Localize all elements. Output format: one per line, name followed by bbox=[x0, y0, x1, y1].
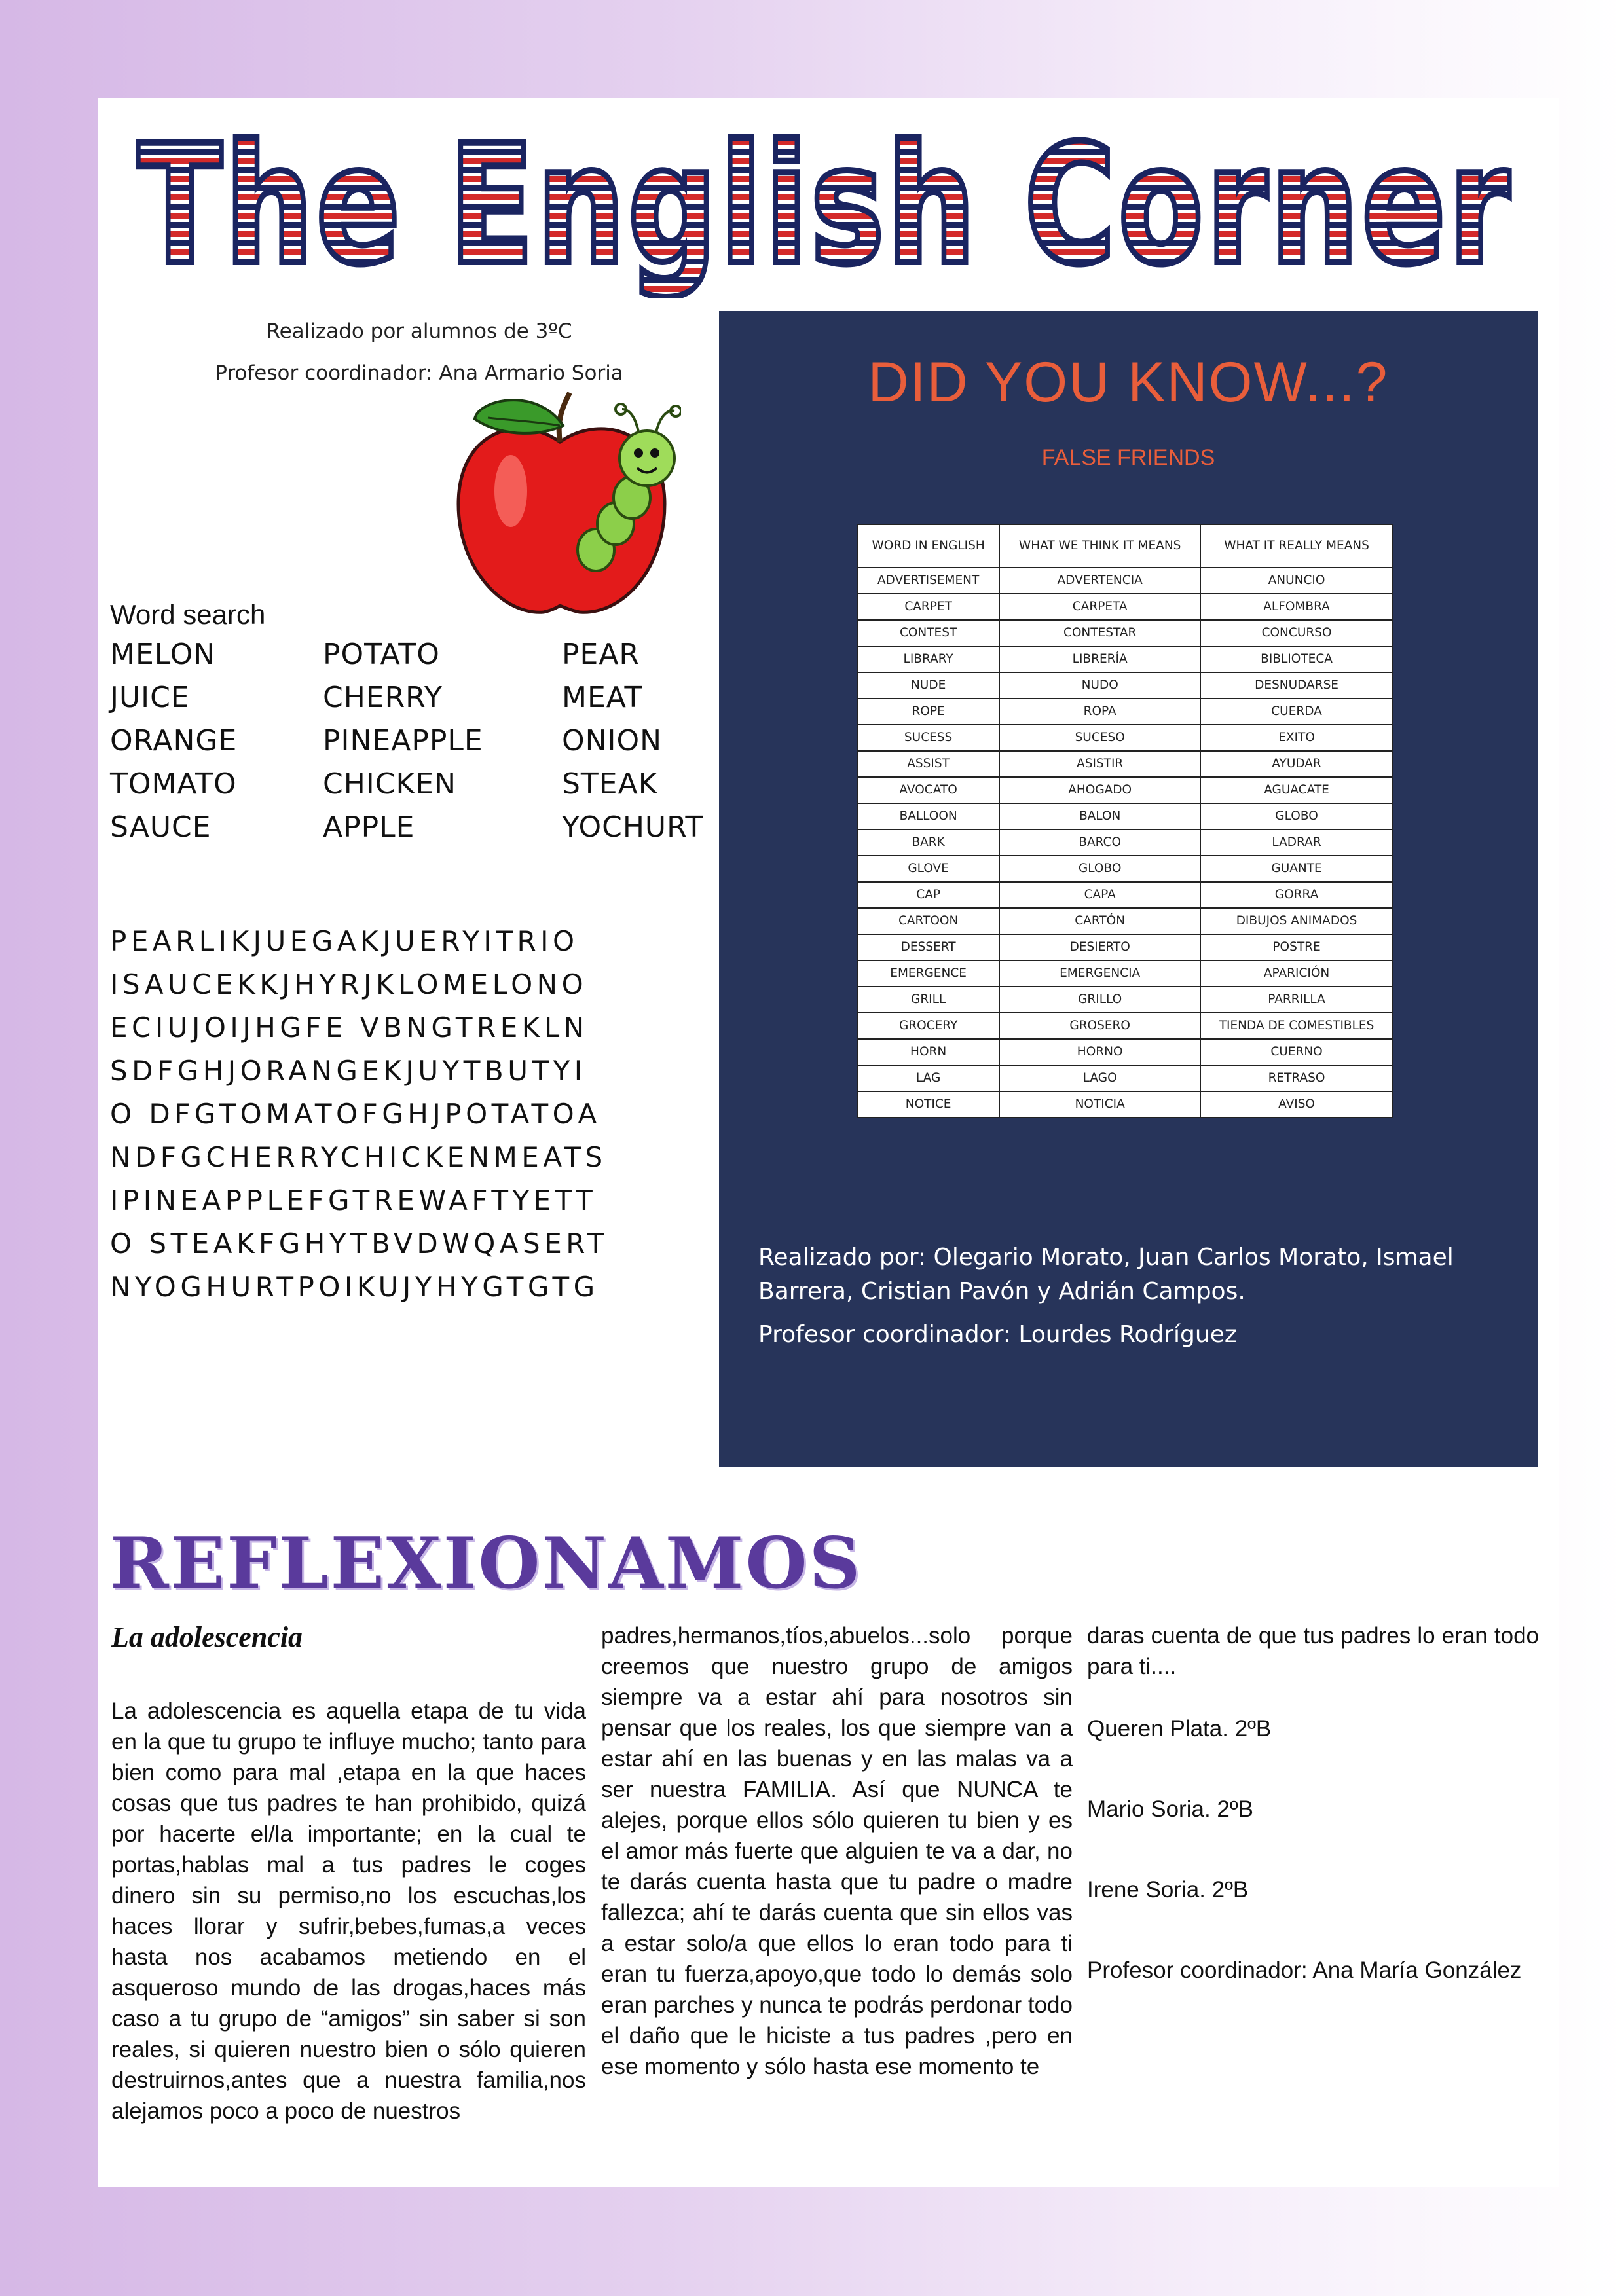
table-cell: LAG bbox=[857, 1065, 999, 1091]
table-row bbox=[857, 1039, 1393, 1065]
grid-row: PEARLIKJUEGAKJUERYITRIO bbox=[110, 925, 579, 957]
table-cell: CAP bbox=[857, 882, 999, 908]
table-cell: HORNO bbox=[999, 1039, 1200, 1065]
word-list-item: PEAR bbox=[562, 638, 640, 671]
table-cell: DIBUJOS ANIMADOS bbox=[1200, 908, 1393, 934]
table-cell: SUCESS bbox=[857, 725, 999, 751]
table-cell: BALLOON bbox=[857, 803, 999, 829]
table-cell: LAGO bbox=[999, 1065, 1200, 1091]
false-friends-subheading: FALSE FRIENDS bbox=[1041, 445, 1215, 470]
panel-credit-authors: Realizado por: Olegario Morato, Juan Carlos Morato, Ismael Barrera, Cristian Pavón y Adrián Campos. bbox=[758, 1244, 1454, 1305]
table-cell: NOTICE bbox=[857, 1091, 999, 1118]
table-row bbox=[857, 987, 1393, 1013]
word-list-item: POTATO bbox=[323, 638, 440, 671]
grid-row: IPINEAPPLEFGTREWAFTYETT bbox=[110, 1184, 597, 1216]
article-closing-text: daras cuenta de que tus padres lo eran todo para ti.... bbox=[1087, 1623, 1539, 1679]
table-cell: CONCURSO bbox=[1200, 620, 1393, 646]
table-cell: NOTICIA bbox=[999, 1091, 1200, 1118]
column-header: WORD IN ENGLISH bbox=[857, 524, 999, 568]
did-you-know-panel bbox=[719, 311, 1538, 1467]
article-column-1: La adolescencia es aquella etapa de tu vida en la que tu grupo te influye mucho; tanto para bien como para mal ,etapa en la que haces cosas que tus padres te han prohibido, quizá por hacerte el/la importante; en la cual te portas,hablas mal a tus padres le coges dinero sin su permiso,no los escuchas,los haces llorar y sufrir,bebes,fumas,a veces hasta nos acabamos metiendo en el asqueroso mundo de las drogas,haces más caso a tu grupo de “amigos” sin saber si son reales, si quieren nuestro bien o sólo quieren destruirnos,antes que a nuestra familia,nos alejamos poco a poco de nuestros bbox=[111, 1698, 586, 2124]
table-row bbox=[857, 751, 1393, 777]
table-row bbox=[857, 568, 1393, 594]
word-list-item: ORANGE bbox=[110, 724, 238, 757]
table-cell: ROPE bbox=[857, 699, 999, 725]
article-column-3 bbox=[1087, 1620, 1539, 1986]
table-cell: HORN bbox=[857, 1039, 999, 1065]
grid-row: SDFGHJORANGEKJUYTBUTYI bbox=[110, 1055, 587, 1087]
word-list-item: MEAT bbox=[562, 681, 643, 714]
table-cell: GRILLO bbox=[999, 987, 1200, 1013]
table-cell: RETRASO bbox=[1200, 1065, 1393, 1091]
table-row bbox=[857, 908, 1393, 934]
table-cell: CARTÓN bbox=[999, 908, 1200, 934]
table-cell: SUCESO bbox=[999, 725, 1200, 751]
table-cell: AVOCATO bbox=[857, 777, 999, 803]
table-cell: CARPET bbox=[857, 594, 999, 620]
table-cell: BARK bbox=[857, 829, 999, 856]
word-list-item: PINEAPPLE bbox=[323, 724, 483, 757]
table-cell: CONTESTAR bbox=[999, 620, 1200, 646]
table-cell: GUANTE bbox=[1200, 856, 1393, 882]
table-row bbox=[857, 672, 1393, 699]
table-cell: DESSERT bbox=[857, 934, 999, 960]
author-name: Queren Plata. 2ºB bbox=[1087, 1716, 1272, 1741]
table-cell: CAPA bbox=[999, 882, 1200, 908]
table-cell: NUDE bbox=[857, 672, 999, 699]
table-cell: GORRA bbox=[1200, 882, 1393, 908]
panel-credit-coordinator: Profesor coordinador: Lourdes Rodríguez bbox=[758, 1321, 1237, 1348]
table-row bbox=[857, 856, 1393, 882]
table-cell: CUERNO bbox=[1200, 1039, 1393, 1065]
table-cell: CARPETA bbox=[999, 594, 1200, 620]
table-cell: AGUACATE bbox=[1200, 777, 1393, 803]
table-row bbox=[857, 934, 1393, 960]
table-row bbox=[857, 699, 1393, 725]
grid-row: O DFGTOMATOFGHJPOTATOA bbox=[110, 1098, 601, 1130]
grid-row: O STEAKFGHYTBVDWQASERT bbox=[110, 1228, 609, 1260]
table-cell: CARTOON bbox=[857, 908, 999, 934]
table-cell: EMERGENCE bbox=[857, 960, 999, 987]
table-cell: BIBLIOTECA bbox=[1200, 646, 1393, 672]
table-cell: BALON bbox=[999, 803, 1200, 829]
table-cell: BARCO bbox=[999, 829, 1200, 856]
panel-credits bbox=[758, 1241, 1518, 1352]
table-cell: ASSIST bbox=[857, 751, 999, 777]
word-list-item: APPLE bbox=[323, 811, 415, 844]
author-name: Irene Soria. 2ºB bbox=[1087, 1877, 1249, 1903]
table-cell: ROPA bbox=[999, 699, 1200, 725]
table-cell: AVISO bbox=[1200, 1091, 1393, 1118]
column-header: WHAT WE THINK IT MEANS bbox=[999, 524, 1200, 568]
table-cell: EXITO bbox=[1200, 725, 1393, 751]
table-cell: APARICIÓN bbox=[1200, 960, 1393, 987]
table-cell: GRILL bbox=[857, 987, 999, 1013]
author-name: Mario Soria. 2ºB bbox=[1087, 1796, 1253, 1822]
table-cell: ASISTIR bbox=[999, 751, 1200, 777]
table-header-row bbox=[857, 524, 1393, 568]
word-list-item: MELON bbox=[110, 638, 216, 671]
grid-row: ISAUCEKKJHYRJKLOMELONO bbox=[110, 968, 588, 1000]
table-row bbox=[857, 882, 1393, 908]
word-list-item: TOMATO bbox=[110, 767, 237, 801]
table-row bbox=[857, 960, 1393, 987]
table-cell: GROSERO bbox=[999, 1013, 1200, 1039]
table-cell: AHOGADO bbox=[999, 777, 1200, 803]
false-friends-table bbox=[857, 524, 1393, 1118]
word-search-grid bbox=[110, 920, 699, 1309]
word-search-title: Word search bbox=[110, 599, 266, 630]
grid-row: NDFGCHERRYCHICKENMEATS bbox=[110, 1141, 607, 1173]
word-list-item: ONION bbox=[562, 724, 663, 757]
table-row bbox=[857, 829, 1393, 856]
credit-class: Realizado por alumnos de 3ºC bbox=[266, 319, 572, 343]
masthead-title bbox=[124, 121, 1526, 298]
column-header: WHAT IT REALLY MEANS bbox=[1200, 524, 1393, 568]
apple-worm-illustration bbox=[439, 380, 681, 629]
table-cell: GLOBO bbox=[1200, 803, 1393, 829]
table-row bbox=[857, 620, 1393, 646]
section-title: REFLEXIONAMOS bbox=[110, 1522, 862, 1605]
table-cell: DESIERTO bbox=[999, 934, 1200, 960]
table-cell: TIENDA DE COMESTIBLES bbox=[1200, 1013, 1393, 1039]
word-search-word-list bbox=[110, 638, 712, 844]
table-cell: ANUNCIO bbox=[1200, 568, 1393, 594]
table-row bbox=[857, 803, 1393, 829]
masthead-title-text: The English Corner bbox=[138, 121, 1513, 298]
word-list-item: SAUCE bbox=[110, 811, 212, 844]
table-cell: GROCERY bbox=[857, 1013, 999, 1039]
word-list-item: JUICE bbox=[110, 681, 190, 714]
word-list-item: STEAK bbox=[562, 767, 658, 801]
article-coordinator: Profesor coordinador: Ana María González bbox=[1087, 1958, 1522, 1983]
table-cell: AYUDAR bbox=[1200, 751, 1393, 777]
table-row bbox=[857, 1013, 1393, 1039]
table-cell: ALFOMBRA bbox=[1200, 594, 1393, 620]
table-cell: POSTRE bbox=[1200, 934, 1393, 960]
table-row bbox=[857, 594, 1393, 620]
table-cell: CONTEST bbox=[857, 620, 999, 646]
word-list-item: YOCHURT bbox=[562, 811, 704, 844]
table-cell: LIBRERÍA bbox=[999, 646, 1200, 672]
table-row bbox=[857, 646, 1393, 672]
table-cell: CUERDA bbox=[1200, 699, 1393, 725]
credit-coordinator: Profesor coordinador: Ana Armario Soria bbox=[215, 361, 623, 385]
table-row bbox=[857, 725, 1393, 751]
table-cell: PARRILLA bbox=[1200, 987, 1393, 1013]
article-column-2: padres,hermanos,tíos,abuelos...solo porque creemos que nuestro grupo de amigos siempre va a estar ahí para nosotros sin pensar que los reales, los que siempre van a estar ahí en las buenas y en las malas va a ser nuestra FAMILIA. Así que NUNCA te alejes, porque ellos sólo quieren tu bien y es el amor más fuerte que alguien te va a dar, no te darás cuenta hasta que tu padre o madre fallezca; ahí te darás cuenta que sin ellos vas a estar solo/a que ellos lo eran todo para ti eran tu fuerza,apoyo,que todo lo demás solo eran parches y nunca te podrás perdonar todo el daño que le hiciste a tus padres ,pero en ese momento y sólo hasta ese momento te bbox=[601, 1623, 1073, 2079]
did-you-know-heading: DID YOU KNOW...? bbox=[868, 351, 1389, 414]
table-cell: ADVERTENCIA bbox=[999, 568, 1200, 594]
grid-row: ECIUJOIJHGFE VBNGTREKLN bbox=[110, 1011, 589, 1044]
table-cell: GLOBO bbox=[999, 856, 1200, 882]
table-cell: ADVERTISEMENT bbox=[857, 568, 999, 594]
word-list-item: CHICKEN bbox=[323, 767, 457, 801]
table-cell: LIBRARY bbox=[857, 646, 999, 672]
table-cell: GLOVE bbox=[857, 856, 999, 882]
word-list-item: CHERRY bbox=[323, 681, 443, 714]
table-row bbox=[857, 1091, 1393, 1118]
article-subtitle: La adolescencia bbox=[111, 1621, 303, 1653]
grid-row: NYOGHURTPOIKUJYHYGTGTG bbox=[110, 1271, 599, 1303]
table-row bbox=[857, 1065, 1393, 1091]
table-cell: NUDO bbox=[999, 672, 1200, 699]
table-cell: EMERGENCIA bbox=[999, 960, 1200, 987]
table-cell: LADRAR bbox=[1200, 829, 1393, 856]
table-row bbox=[857, 777, 1393, 803]
table-cell: DESNUDARSE bbox=[1200, 672, 1393, 699]
